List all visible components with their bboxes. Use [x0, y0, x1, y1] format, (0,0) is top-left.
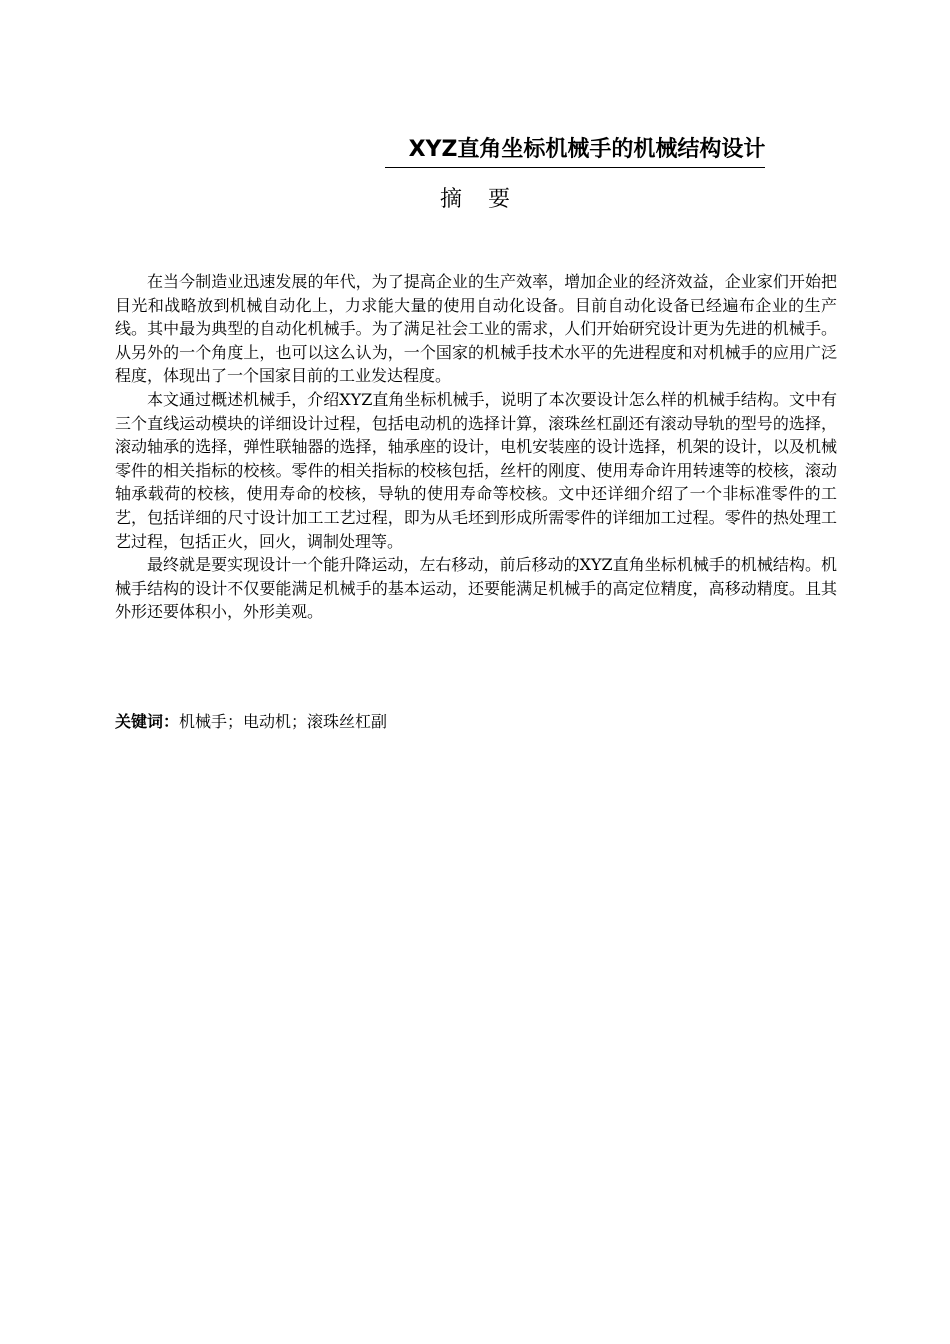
document-title-text: XYZ直角坐标机械手的机械结构设计 [385, 134, 766, 168]
abstract-paragraph-3: 最终就是要实现设计一个能升降运动，左右移动，前后移动的XYZ直角坐标机械手的机械结构。机械手结构的设计不仅要能满足机械手的基本运动，还要能满足机械手的高定位精度，高移动精度。且其外形还要体积小，外形美观。 [115, 555, 837, 622]
keywords-line [115, 710, 837, 734]
keywords-label: 关键词： [115, 712, 180, 731]
abstract-heading-text: 摘要 [439, 187, 536, 212]
keywords-value: 机械手；电动机；滚珠丝杠副 [179, 712, 388, 731]
abstract-body [115, 270, 837, 624]
abstract-paragraph-2: 本文通过概述机械手，介绍XYZ直角坐标机械手，说明了本次要设计怎么样的机械手结构。文中有三个直线运动模块的详细设计过程，包括电动机的选择计算，滚珠丝杠副还有滚动导轨的型号的选择，滚动轴承的选择，弹性联轴器的选择，轴承座的设计，电机安装座的设计选择，机架的设计，以及机械零件的相关指标的校核。零件的相关指标的校核包括，丝杆的刚度、使用寿命许用转速等的校核，滚动轴承载荷的校核，使用寿命的校核，导轨的使用寿命等校核。文中还详细介绍了一个非标准零件的工艺，包括详细的尺寸设计加工工艺过程，即为从毛坯到形成所需零件的详细加工过程。零件的热处理工艺过程，包括正火，回火，调制处理等。 [115, 389, 837, 551]
abstract-heading [0, 184, 950, 216]
document-title [0, 134, 950, 168]
abstract-paragraph-1: 在当今制造业迅速发展的年代，为了提高企业的生产效率，增加企业的经济效益，企业家们开始把目光和战略放到机械自动化上，力求能大量的使用自动化设备。目前自动化设备已经遍布企业的生产线。其中最为典型的自动化机械手。为了满足社会工业的需求，人们开始研究设计更为先进的机械手。从另外的一个角度上，也可以这么认为，一个国家的机械手技术水平的先进程度和对机械手的应用广泛程度，体现出了一个国家目前的工业发达程度。 [115, 272, 837, 386]
